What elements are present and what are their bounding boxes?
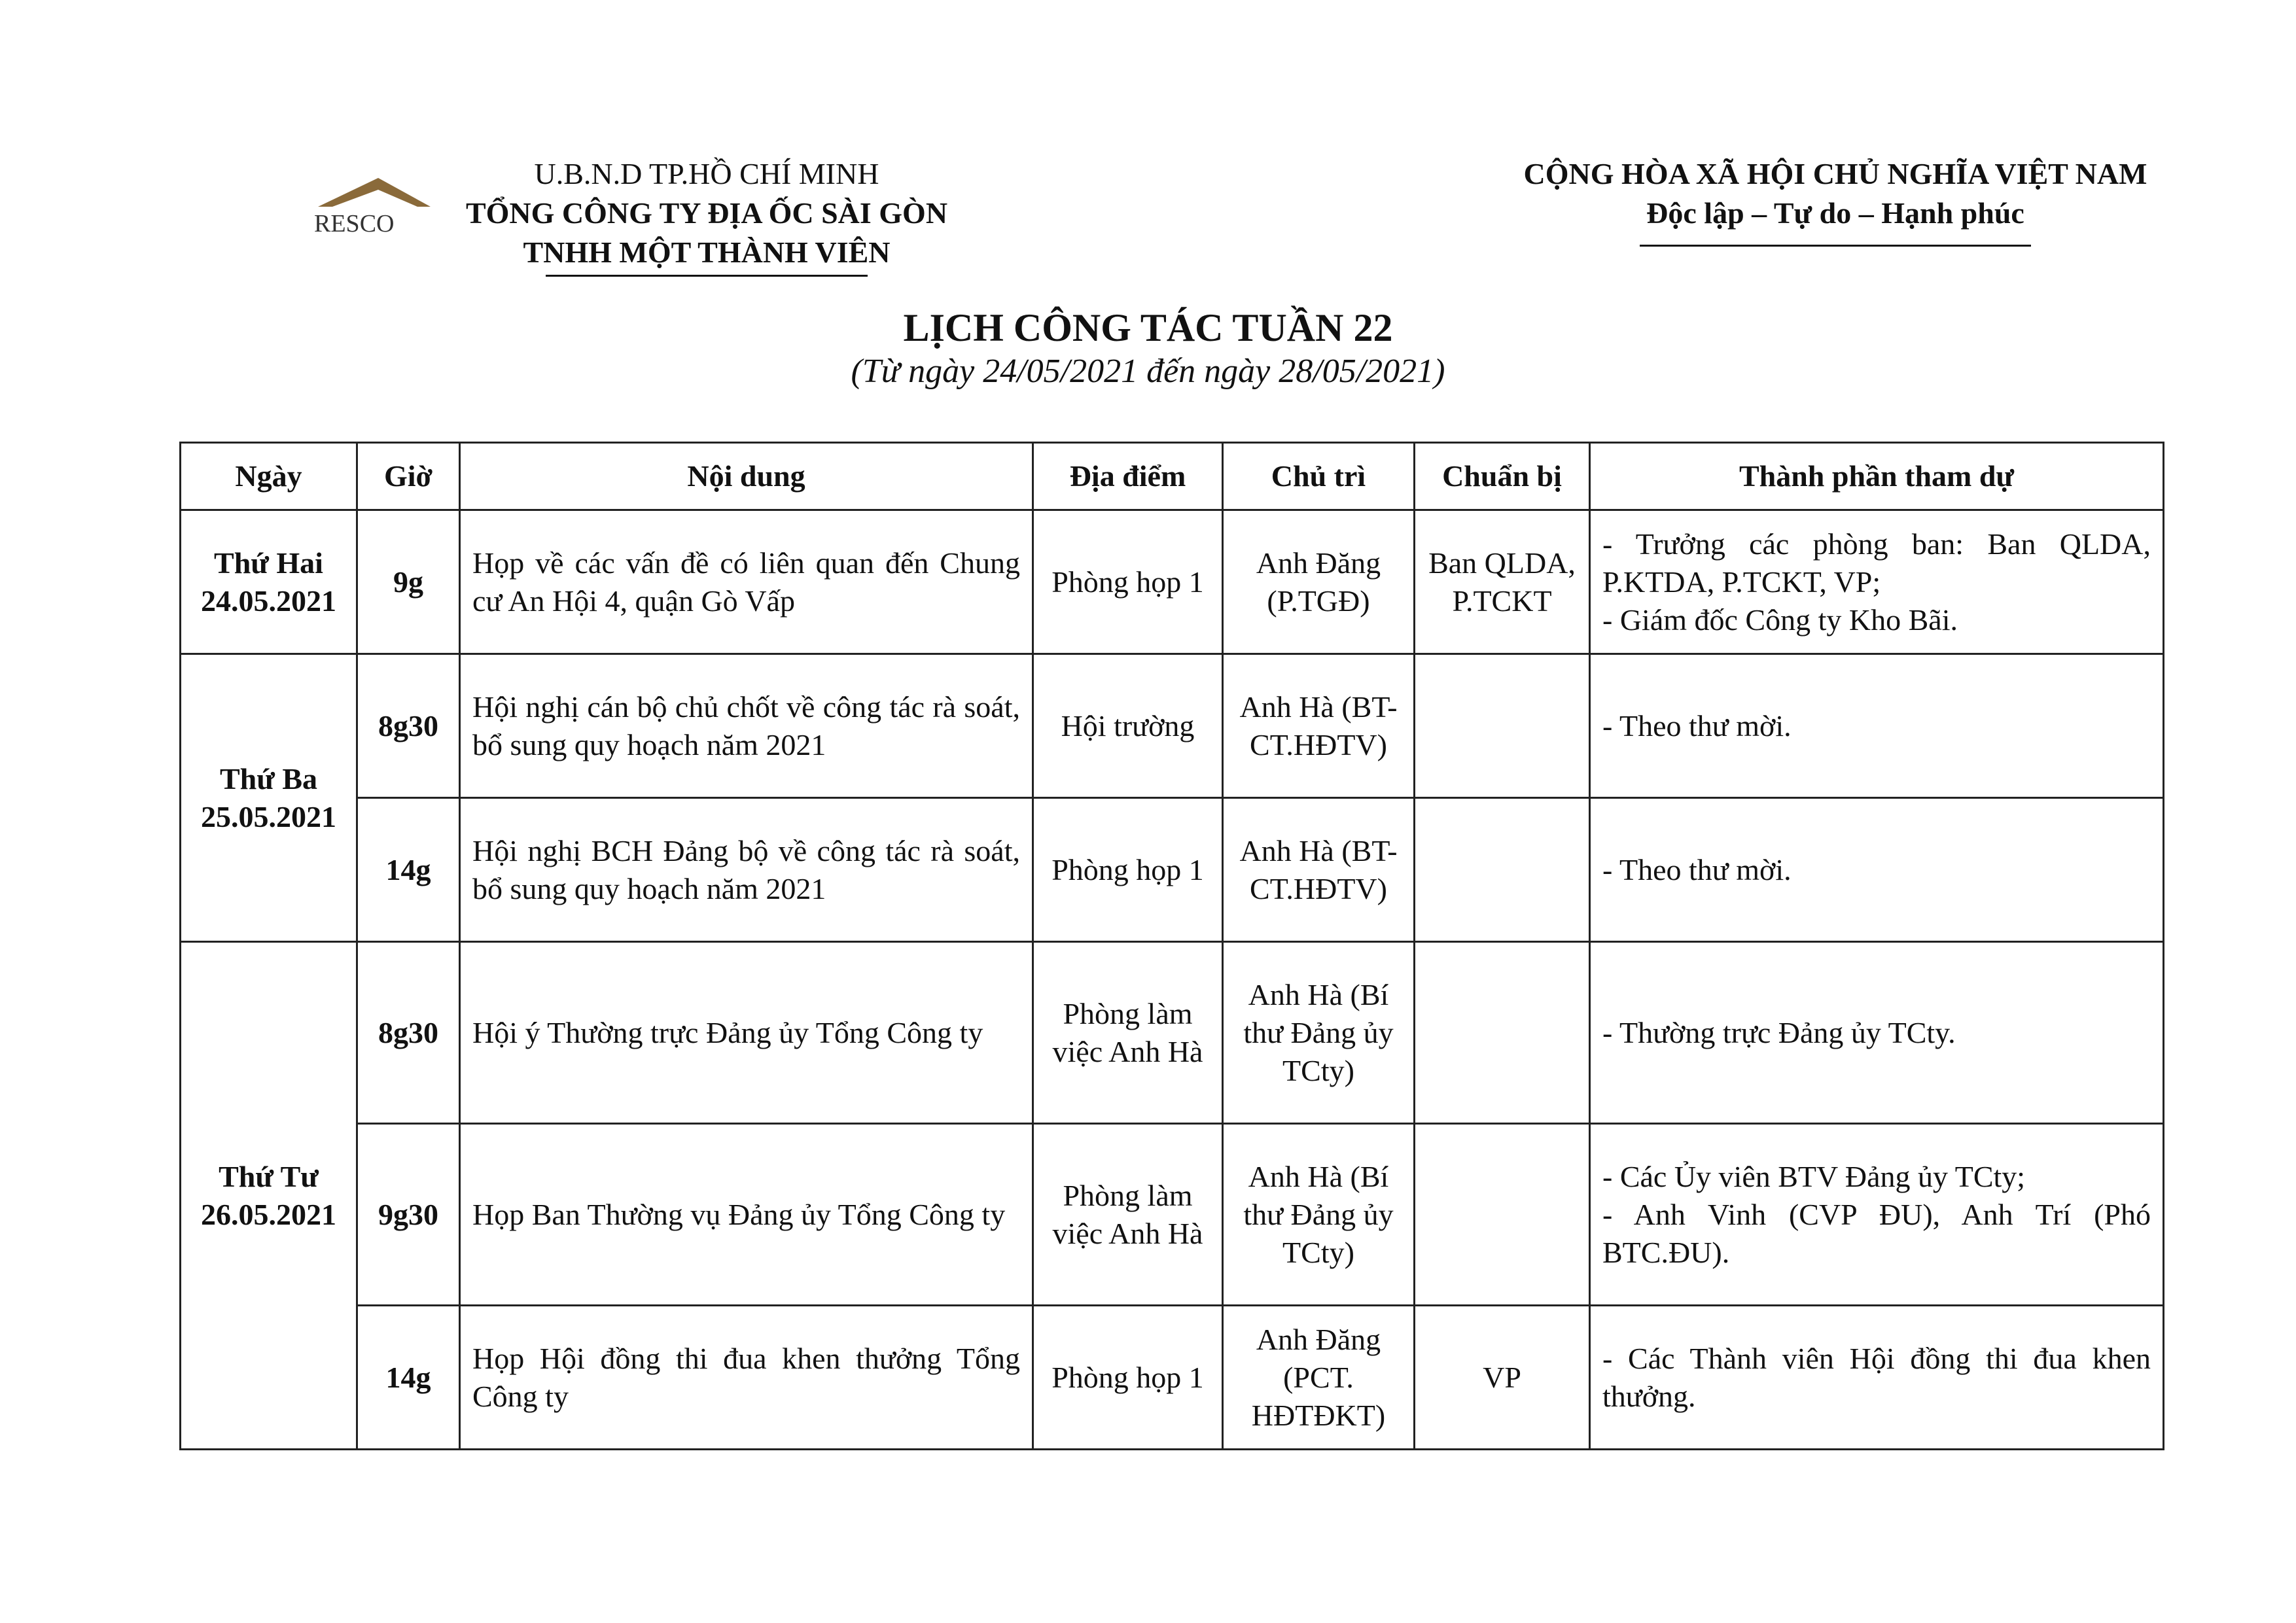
attendees-cell (1590, 942, 2164, 1124)
day-name: Thứ Ba (219, 761, 318, 795)
content-cell: Họp về các vấn đề có liên quan đến Chung cư An Hội 4, quận Gò Vấp (460, 510, 1033, 654)
national-motto: Độc lập – Tự do – Hạnh phúc (1646, 196, 2024, 230)
chair-cell: Anh Hà (Bí thư Đảng ủy TCty) (1223, 942, 1415, 1124)
location-cell: Phòng họp 1 (1033, 798, 1223, 942)
document-subtitle: (Từ ngày 24/05/2021 đến ngày 28/05/2021) (851, 353, 1445, 390)
chair-cell: Anh Hà (BT-CT.HĐTV) (1223, 654, 1415, 798)
prepare-cell (1415, 798, 1590, 942)
col-header-attendees: Thành phần tham dự (1590, 443, 2164, 510)
day-date: 25.05.2021 (201, 799, 336, 833)
header-left-rule (546, 275, 868, 277)
logo-text: RESCO (314, 210, 395, 236)
table-row (181, 942, 2164, 1124)
attendee-line: - Trưởng các phòng ban: Ban QLDA, P.KTDA, P.TCKT, VP; (1602, 527, 2151, 599)
location-cell: Phòng làm việc Anh Hà (1033, 1124, 1223, 1306)
prepare-cell (1415, 942, 1590, 1124)
content-cell: Hội nghị BCH Đảng bộ về công tác rà soát, bổ sung quy hoạch năm 2021 (460, 798, 1033, 942)
day-cell (181, 510, 357, 654)
day-date: 24.05.2021 (201, 584, 336, 618)
header-left (419, 154, 995, 277)
attendee-line: - Anh Vinh (CVP ĐU), Anh Trí (Phó BTC.ĐU). (1602, 1197, 2151, 1269)
attendee-line: - Các Ủy viên BTV Đảng ủy TCty; (1602, 1159, 2026, 1193)
attendee-line: - Giám đốc Công ty Kho Bãi. (1602, 602, 1958, 637)
col-header-location: Địa điểm (1033, 443, 1223, 510)
chair-cell: Anh Đăng (P.TGĐ) (1223, 510, 1415, 654)
location-cell: Hội trường (1033, 654, 1223, 798)
content-cell: Họp Ban Thường vụ Đảng ủy Tổng Công ty (460, 1124, 1033, 1306)
document-title: LỊCH CÔNG TÁC TUẦN 22 (903, 306, 1393, 349)
table-row (181, 1306, 2164, 1450)
day-name: Thứ Tư (219, 1159, 319, 1193)
content-cell: Họp Hội đồng thi đua khen thưởng Tổng Công ty (460, 1306, 1033, 1450)
company-type: TNHH MỘT THÀNH VIÊN (523, 236, 891, 269)
col-header-day: Ngày (181, 443, 357, 510)
agency-parent: U.B.N.D TP.HỒ CHÍ MINH (534, 157, 879, 190)
day-cell (181, 654, 357, 942)
content-cell: Hội ý Thường trực Đảng ủy Tổng Công ty (460, 942, 1033, 1124)
prepare-cell: Ban QLDA, P.TCKT (1415, 510, 1590, 654)
attendee-line: - Theo thư mời. (1602, 708, 1792, 742)
national-title: CỘNG HÒA XÃ HỘI CHỦ NGHĨA VIỆT NAM (1523, 157, 2147, 190)
attendee-line: - Thường trực Đảng ủy TCty. (1602, 1015, 1956, 1049)
time-cell: 8g30 (357, 942, 460, 1124)
col-header-time: Giờ (357, 443, 460, 510)
attendees-cell (1590, 510, 2164, 654)
col-header-content: Nội dung (460, 443, 1033, 510)
attendees-cell (1590, 1124, 2164, 1306)
table-header-row (181, 443, 2164, 510)
table-row (181, 1124, 2164, 1306)
time-cell: 9g (357, 510, 460, 654)
location-cell: Phòng họp 1 (1033, 1306, 1223, 1450)
time-cell: 9g30 (357, 1124, 460, 1306)
chair-cell: Anh Đăng (PCT. HĐTĐKT) (1223, 1306, 1415, 1450)
content-cell: Hội nghị cán bộ chủ chốt về công tác rà soát, bổ sung quy hoạch năm 2021 (460, 654, 1033, 798)
col-header-chair: Chủ trì (1223, 443, 1415, 510)
prepare-cell: VP (1415, 1306, 1590, 1450)
day-date: 26.05.2021 (201, 1197, 336, 1231)
company-name: TỔNG CÔNG TY ĐỊA ỐC SÀI GÒN (465, 196, 948, 230)
attendees-cell (1590, 1306, 2164, 1450)
day-name: Thứ Hai (214, 546, 323, 580)
time-cell: 14g (357, 798, 460, 942)
chair-cell: Anh Hà (BT-CT.HĐTV) (1223, 798, 1415, 942)
attendee-line: - Theo thư mời. (1602, 852, 1792, 886)
chair-cell: Anh Hà (Bí thư Đảng ủy TCty) (1223, 1124, 1415, 1306)
header-right (1466, 154, 2205, 247)
table-row (181, 798, 2164, 942)
header-right-rule (1640, 245, 2031, 247)
attendees-cell (1590, 798, 2164, 942)
prepare-cell (1415, 654, 1590, 798)
col-header-prepare: Chuẩn bị (1415, 443, 1590, 510)
schedule-table (179, 442, 2164, 1450)
table-row (181, 654, 2164, 798)
location-cell: Phòng làm việc Anh Hà (1033, 942, 1223, 1124)
prepare-cell (1415, 1124, 1590, 1306)
attendee-line: - Các Thành viên Hội đồng thi đua khen thưởng. (1602, 1341, 2151, 1413)
time-cell: 14g (357, 1306, 460, 1450)
location-cell: Phòng họp 1 (1033, 510, 1223, 654)
time-cell: 8g30 (357, 654, 460, 798)
day-cell (181, 942, 357, 1450)
attendees-cell (1590, 654, 2164, 798)
table-row (181, 510, 2164, 654)
